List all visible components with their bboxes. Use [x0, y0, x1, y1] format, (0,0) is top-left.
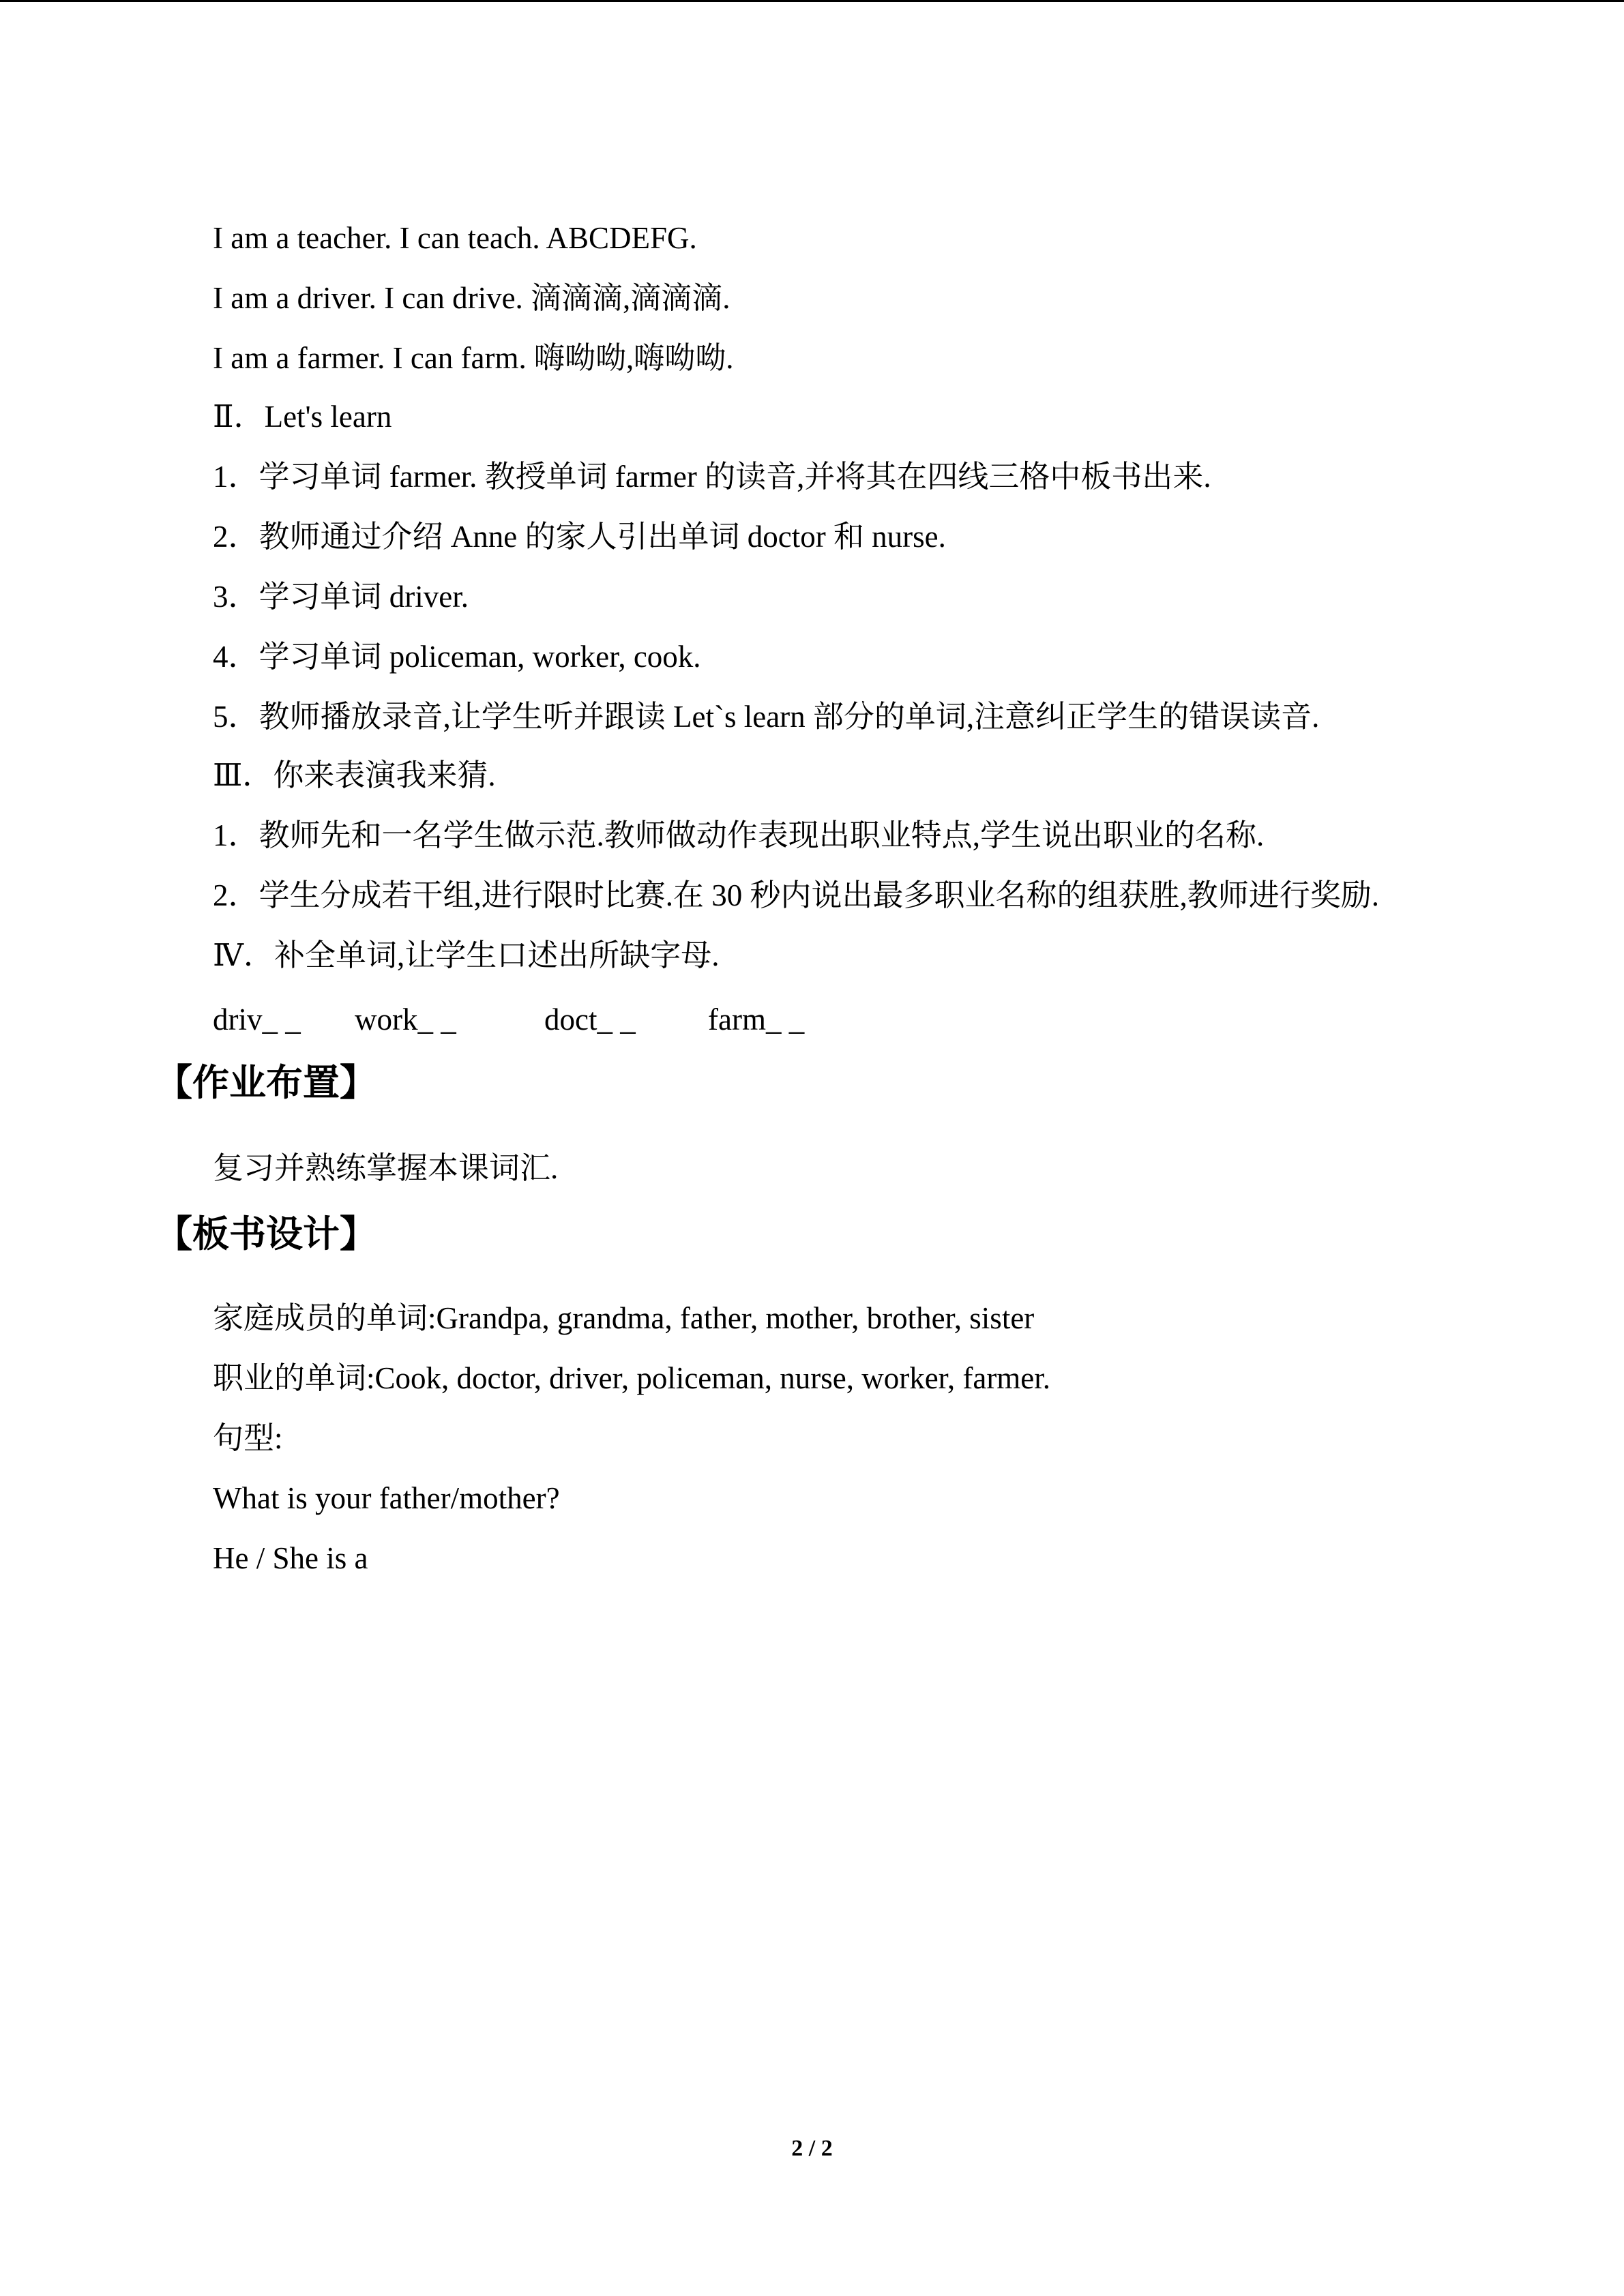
section-3-item-1: 1．教师先和一名学生做示范.教师做动作表现出职业特点,学生说出职业的名称.: [213, 818, 1265, 852]
section-2-item-2: 2．教师通过介绍 Anne 的家人引出单词 doctor 和 nurse.: [213, 520, 946, 554]
section-2-title: Ⅱ．Let's learn: [213, 400, 392, 434]
page-number: 2 / 2: [791, 2136, 833, 2161]
section-4-title: Ⅳ．补全单词,让学生口述出所缺字母.: [213, 938, 720, 972]
board-line-4: What is your father/mother?: [213, 1481, 560, 1515]
blank-word-2: work_ _: [355, 1002, 456, 1037]
section-3-title: Ⅲ．你来表演我来猜.: [213, 758, 496, 792]
board-design-heading: 【板书设计】: [156, 1212, 377, 1255]
section-2-item-5: 5．教师播放录音,让学生听并跟读 Let`s learn 部分的单词,注意纠正学生的错误读音.: [213, 700, 1320, 734]
board-line-2: 职业的单词:Cook, doctor, driver, policeman, nurse, worker, farmer.: [213, 1361, 1051, 1395]
intro-line-2: I am a driver. I can drive. 滴滴滴,滴滴滴.: [213, 281, 730, 315]
blank-word-3: doct_ _: [544, 1002, 636, 1037]
blank-word-1: driv_ _: [213, 1002, 301, 1037]
board-line-5: He / She is a: [213, 1541, 368, 1575]
intro-line-1: I am a teacher. I can teach. ABCDEFG.: [213, 221, 697, 255]
homework-text: 复习并熟练掌握本课词汇.: [213, 1151, 559, 1185]
section-2-item-4: 4．学习单词 policeman, worker, cook.: [213, 640, 701, 674]
fill-in-blanks-row: [213, 999, 804, 1040]
section-2-item-3: 3．学习单词 driver.: [213, 580, 469, 614]
homework-heading: 【作业布置】: [156, 1061, 377, 1104]
section-2-item-1: 1．学习单词 farmer. 教授单词 farmer 的读音,并将其在四线三格中板书出来.: [213, 460, 1211, 494]
board-line-1: 家庭成员的单词:Grandpa, grandma, father, mother, brother, sister: [213, 1301, 1035, 1335]
intro-line-3: I am a farmer. I can farm. 嗨呦呦,嗨呦呦.: [213, 341, 734, 375]
section-3-item-2: 2．学生分成若干组,进行限时比赛.在 30 秒内说出最多职业名称的组获胜,教师进行奖励.: [213, 878, 1380, 912]
board-line-3: 句型:: [213, 1421, 283, 1455]
blank-word-4: farm_ _: [708, 1002, 805, 1037]
